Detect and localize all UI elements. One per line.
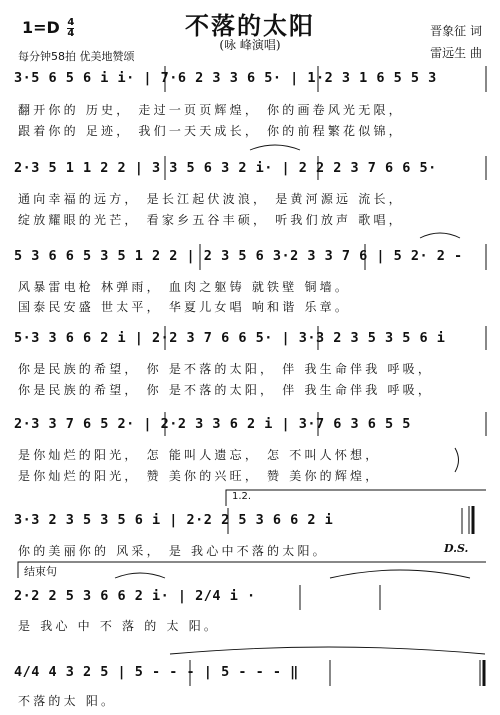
system-7-notes: 2·2 2 5 3 6 6 2 i· | 2/4 i ·: [14, 588, 256, 604]
lyricist-credit: 晋象征 词: [430, 24, 482, 38]
system-7-lyric: 是 我心 中 不 落 的 太 阳。: [18, 619, 220, 633]
system-3-notes: 5 3 6 6 5 3 5 1 2 2 | 2 3 5 6 3·2 3 3 7 6 | 5 2· 2 -: [14, 248, 463, 264]
system-5-lyric-1: 是你灿烂的阳光， 怎 能叫人遗忘， 怎 不叫人怀想，: [18, 448, 381, 462]
system-2-notes: 2·3 5 1 1 2 2 | 3 3 5 6 3 2 i· | 2 2 2 3 7 6 6 5·: [14, 160, 437, 176]
song-title: 不落的太阳: [185, 11, 315, 40]
system-5-lyric-2: 是你灿烂的阳光， 赞 美你的兴旺， 赞 美你的辉煌，: [18, 469, 381, 483]
composer-credit: 雷远生 曲: [430, 46, 482, 60]
system-3-lyric-2: 国泰民安盛 世太平， 华夏儿女唱 响和谐 乐章。: [18, 300, 351, 314]
system-4-lyric-1: 你是民族的希望， 你 是不落的太阳， 伴 我生命伴我 呼吸，: [18, 362, 434, 376]
volta-marker: 1.2.: [232, 491, 252, 502]
system-2-lyric-2: 绽放耀眼的光芒， 看家乡五谷丰硕， 听我们放声 歌唱，: [18, 213, 404, 227]
system-8-lyric: 不落的太 阳。: [18, 694, 117, 708]
time-sig-bottom: 4: [67, 28, 75, 39]
system-1-notes: 3·5 6 5 6 i i· | 7·6 2 3 3 6 5· | 1·2 3 1 6 5 5 3: [14, 70, 437, 86]
system-1-lyric-2: 跟着你的 足迹， 我们一天天成长， 你的前程繁花似锦，: [18, 124, 404, 138]
time-sig-top: 4: [67, 17, 75, 28]
dal-segno-mark: D.S.: [444, 542, 469, 555]
system-8-notes: 4/4 4 3 2 5 | 5 - - - | 5 - - - ‖: [14, 664, 299, 680]
system-4-notes: 5·3 3 6 6 2 i | 2·2 3 7 6 6 5· | 3·3 2 3 5 3 5 6 i: [14, 330, 446, 346]
system-1-lyric-1: 翻开你的 历史， 走过一页页辉煌， 你的画卷风光无限，: [18, 103, 404, 117]
tempo-marking: 每分钟58拍 优美地赞颂: [18, 50, 135, 63]
system-2-lyric-1: 通向幸福的远方， 是长江起伏波浪， 是黄河源远 流长，: [18, 192, 404, 206]
key-text: 1=D: [22, 18, 60, 37]
performer-subtitle: (咏 峰演唱): [219, 38, 281, 52]
system-6-notes: 3·3 2 3 5 3 5 6 i | 2·2 2 5 3 6 6 2 i: [14, 512, 334, 528]
system-3-lyric-1: 风暴雷电枪 林弹雨， 血肉之躯铸 就铁壁 铜墙。: [18, 280, 351, 294]
system-4-lyric-2: 你是民族的希望， 你 是不落的太阳， 伴 我生命伴我 呼吸，: [18, 383, 434, 397]
system-6-lyric: 你的美丽你的 风采， 是 我心中不落的太阳。: [18, 544, 328, 558]
system-5-notes: 2·3 3 7 6 5 2· | 2·2 3 3 6 2 i | 3·7 6 3 6 5 5: [14, 416, 411, 432]
ending-label: 结束句: [24, 565, 57, 578]
